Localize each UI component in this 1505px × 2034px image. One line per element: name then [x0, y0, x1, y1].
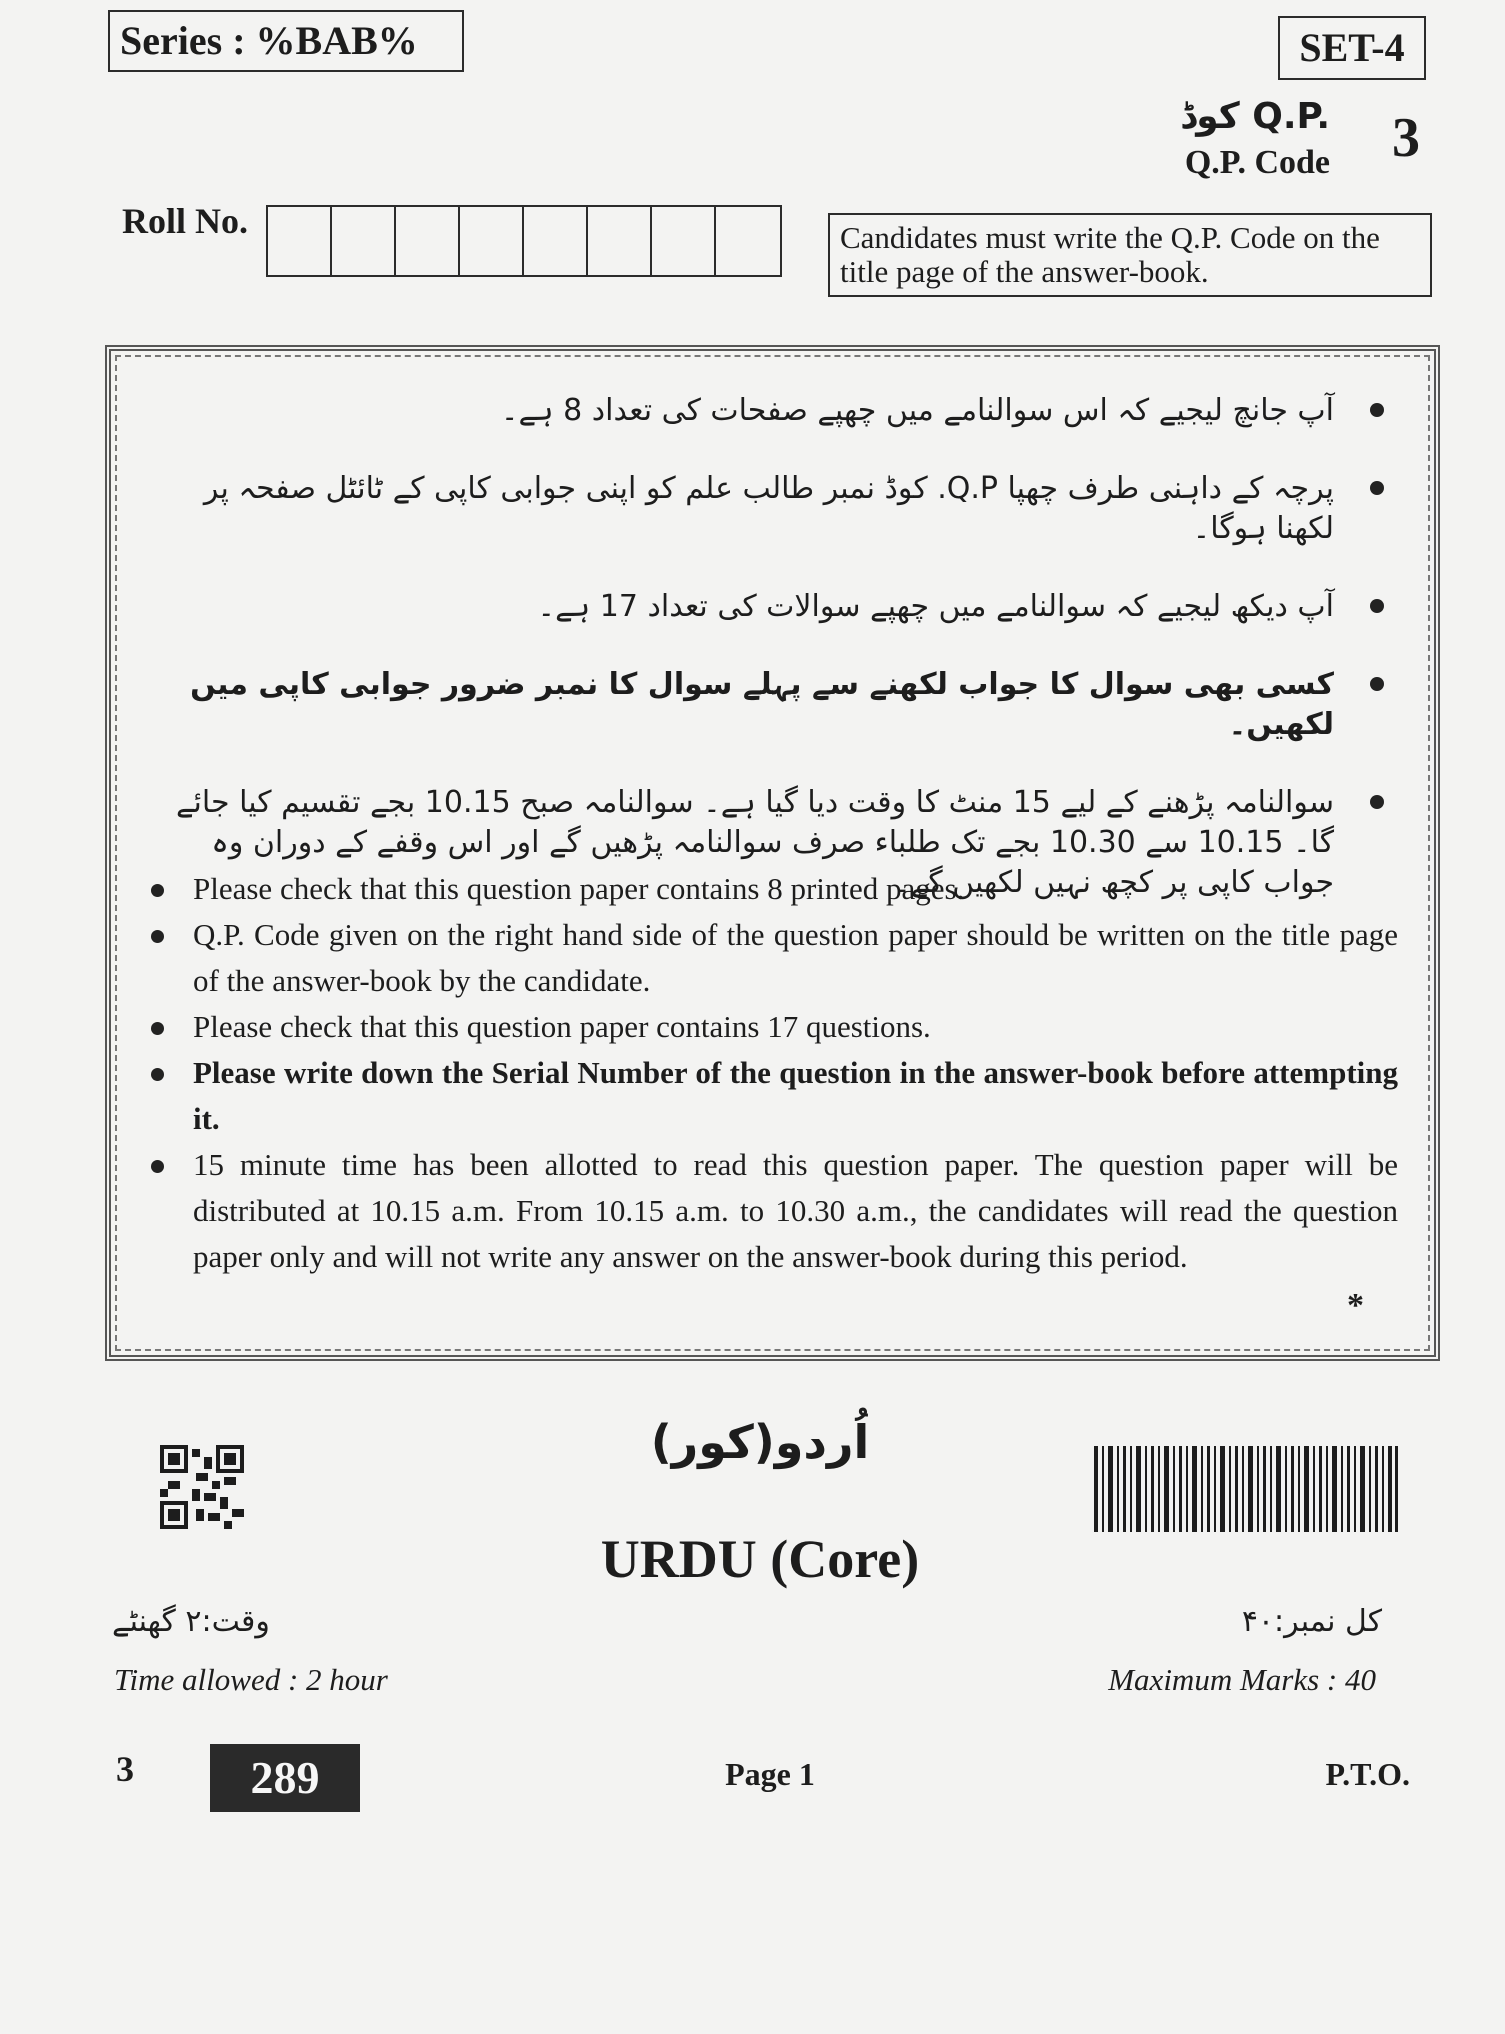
bullet-icon: [1370, 677, 1384, 691]
barcode-icon: [1094, 1446, 1398, 1532]
roll-number-box[interactable]: [332, 207, 396, 275]
english-instruction-item: 15 minute time has been allotted to read this question paper. The question paper will be distributed at 10.15 a.m. From 10.15 a.m. to 10.30 a.m., the candidates will read the question paper only and will not write any answer on the answer-book during this period.: [129, 1142, 1398, 1280]
bullet-icon: [151, 1068, 164, 1081]
instructions-frame: [105, 345, 1440, 1361]
urdu-instruction-item: آپ دیکھ لیجیے کہ سوالنامے میں چھپے سوالات کی تعداد 17 ہے۔: [151, 587, 1404, 627]
bullet-icon: [151, 1160, 164, 1173]
footer-number: 3: [116, 1749, 134, 1789]
urdu-instruction-item: کسی بھی سوال کا جواب لکھنے سے پہلے سوال کا نمبر ضرور جوابی کاپی میں لکھیں۔: [151, 665, 1404, 745]
qp-code-urdu-label: کوڈ Q.P.: [1180, 96, 1330, 137]
time-allowed-urdu: وقت:۲ گھنٹے: [112, 1604, 270, 1639]
pto-label: P.T.O.: [1325, 1756, 1410, 1792]
series-label: Series : %BAB%: [108, 10, 464, 72]
qp-code-number: 3: [1392, 107, 1420, 169]
bullet-icon: [1370, 599, 1384, 613]
roll-number-box[interactable]: [652, 207, 716, 275]
urdu-instructions: [151, 391, 1404, 941]
bullet-icon: [1370, 795, 1384, 809]
bullet-icon: [151, 1022, 164, 1035]
qr-code-icon: [160, 1445, 244, 1529]
english-instruction-item: Please check that this question paper contains 17 questions.: [129, 1004, 1398, 1050]
bullet-icon: [1370, 403, 1384, 417]
urdu-instruction-item: پرچہ کے داہنی طرف چھپا Q.P. کوڈ نمبر طالب علم کو اپنی جوابی کاپی کے ٹائٹل صفحہ پر لکھنا ہوگا۔: [151, 469, 1404, 549]
subject-title-urdu: اُردو(کور): [650, 1415, 870, 1469]
qp-code-label: Q.P. Code: [1184, 144, 1330, 181]
urdu-instruction-item: سوالنامہ پڑھنے کے لیے 15 منٹ کا وقت دیا گیا ہے۔ سوالنامہ صبح 10.15 بجے تقسیم کیا جائے گا۔ 10.15 سے 10.30 بجے تک طلباء صرف سوالنامہ پڑھیں گے اور اس وقفے کے دوران وہ جواب کاپی پر کچھ نہیں لکھیں گے۔: [151, 783, 1404, 903]
bullet-icon: [151, 930, 164, 943]
roll-number-label: Roll No.: [122, 201, 248, 241]
roll-number-box[interactable]: [460, 207, 524, 275]
english-instructions: [129, 866, 1398, 1280]
candidate-note: Candidates must write the Q.P. Code on the title page of the answer-book.: [828, 213, 1432, 297]
roll-number-box[interactable]: [396, 207, 460, 275]
roll-number-boxes[interactable]: [266, 205, 782, 277]
roll-number-box[interactable]: [268, 207, 332, 275]
english-instruction-item: Please write down the Serial Number of the question in the answer-book before attempting it.: [129, 1050, 1398, 1142]
star-mark: *: [1347, 1287, 1364, 1324]
bullet-icon: [151, 884, 164, 897]
roll-number-box[interactable]: [588, 207, 652, 275]
english-instruction-item: Please check that this question paper contains 8 printed pages.: [129, 866, 1398, 912]
roll-number-box[interactable]: [716, 207, 780, 275]
maximum-marks: Maximum Marks : 40: [1108, 1662, 1376, 1697]
urdu-instruction-item: آپ جانچ لیجیے کہ اس سوالنامے میں چھپے صفحات کی تعداد 8 ہے۔: [151, 391, 1404, 431]
subject-title: URDU (Core): [600, 1529, 920, 1589]
paper-code-badge: 289: [210, 1744, 360, 1812]
roll-number-box[interactable]: [524, 207, 588, 275]
bullet-icon: [1370, 481, 1384, 495]
set-label: SET-4: [1278, 16, 1426, 80]
time-allowed: Time allowed : 2 hour: [114, 1662, 388, 1697]
english-instruction-item: Q.P. Code given on the right hand side of the question paper should be written on the title page of the answer-book by the candidate.: [129, 912, 1398, 1004]
maximum-marks-urdu: کل نمبر:۴۰: [1241, 1604, 1382, 1639]
page-number: Page 1: [725, 1756, 815, 1792]
